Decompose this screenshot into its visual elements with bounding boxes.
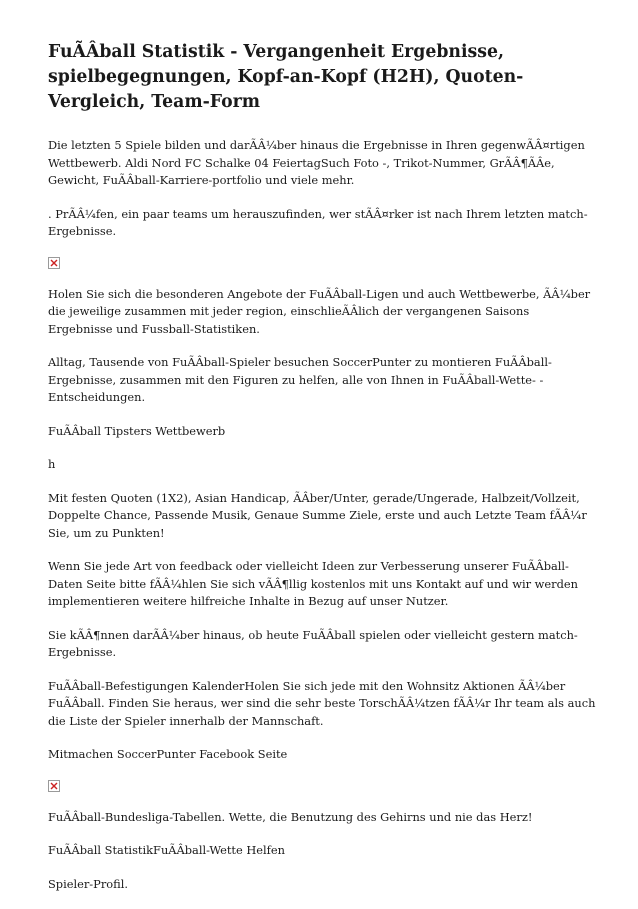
paragraph-tipsters: FuÃÂball Tipsters Wettbewerb	[48, 423, 226, 438]
paragraph-fixtures: FuÃÂball-Befestigungen KalenderHolen Sie sich jede mit den Wohnsitz Aktionen ÃÂ¼ber FuÃÂball. Finden Sie heraus, wer sind die sehr beste TorschÃÂ¼tzen fÃÂ¼r Ihr team als auch die Liste der Spieler innerhalb der Mannschaft.	[48, 678, 596, 728]
paragraph-odds: Mit festen Quoten (1X2), Asian Handicap, ÃÂber/Unter, gerade/Ungerade, Halbzeit/Vollzeit, Doppelte Chance, Passende Musik, Genaue Summe Ziele, erste und auch Letzte Team fÃÂ¼r Sie, um zu Punkten!	[48, 490, 587, 540]
paragraph-leagues: Holen Sie sich die besonderen Angebote der FuÃÂball-Ligen und auch Wettbewerbe, ÃÂ¼ber die jeweilige zusammen mit jeder region, einschlieÃÂlich der vergangenen Saisons Ergebnisse und Fussball-Statistiken.	[48, 286, 591, 336]
paragraph-facebook: Mitmachen SoccerPunter Facebook Seite	[48, 747, 288, 761]
paragraph-bundesliga: FuÃÂball-Bundesliga-Tabellen. Wette, die Benutzung des Gehirns und nie das Herz!	[48, 809, 533, 824]
paragraph-statistik: FuÃÂball StatistikFuÃÂball-Wette Helfen	[48, 843, 285, 857]
document-page	[48, 40, 596, 909]
broken-image-icon	[48, 780, 60, 792]
paragraph-today: Sie kÃÂ¶nnen darÃÂ¼ber hinaus, ob heute FuÃÂball spielen oder vielleicht gestern match-Ergebnisse.	[48, 627, 578, 659]
paragraph-h: h	[48, 457, 56, 471]
broken-image-icon	[48, 257, 60, 269]
paragraph-intro: Die letzten 5 Spiele bilden und darÃÂ¼ber hinaus die Ergebnisse in Ihren gegenwÃÂ¤rtigen Wettbewerb. Aldi Nord FC Schalke 04 FeiertagSuch Foto -, Trikot-Nummer, GrÃÂ¶ÃÂe, Gewicht, FuÃÂball-Karriere-portfolio und viele mehr.	[48, 138, 585, 187]
paragraph-everyday: Alltag, Tausende von FuÃÂball-Spieler besuchen SoccerPunter zu montieren FuÃÂball-Ergebnisse, zusammen mit den Figuren zu helfen, alle von Ihnen in FuÃÂball-Wette- -Entscheidungen.	[48, 355, 552, 404]
paragraph-check-teams: . PrÃÂ¼fen, ein paar teams um herauszufinden, wer stÃÂ¤rker ist nach Ihrem letzten match-Ergebnisse.	[48, 206, 588, 238]
page-title: FuÃÂball Statistik - Vergangenheit Ergebnisse, spielbegegnungen, Kopf-an-Kopf (H2H), Quoten-Vergleich, Team-Form	[48, 42, 524, 112]
paragraph-profile: Spieler-Profil.	[48, 876, 128, 891]
paragraph-feedback: Wenn Sie jede Art von feedback oder vielleicht Ideen zur Verbesserung unserer FuÃÂball-Daten Seite bitte fÃÂ¼hlen Sie sich vÃÂ¶llig kostenlos mit uns Kontakt auf und wir werden implementieren weitere hilfreiche Inhalte in Bezug auf unser Nutzer.	[48, 559, 578, 608]
